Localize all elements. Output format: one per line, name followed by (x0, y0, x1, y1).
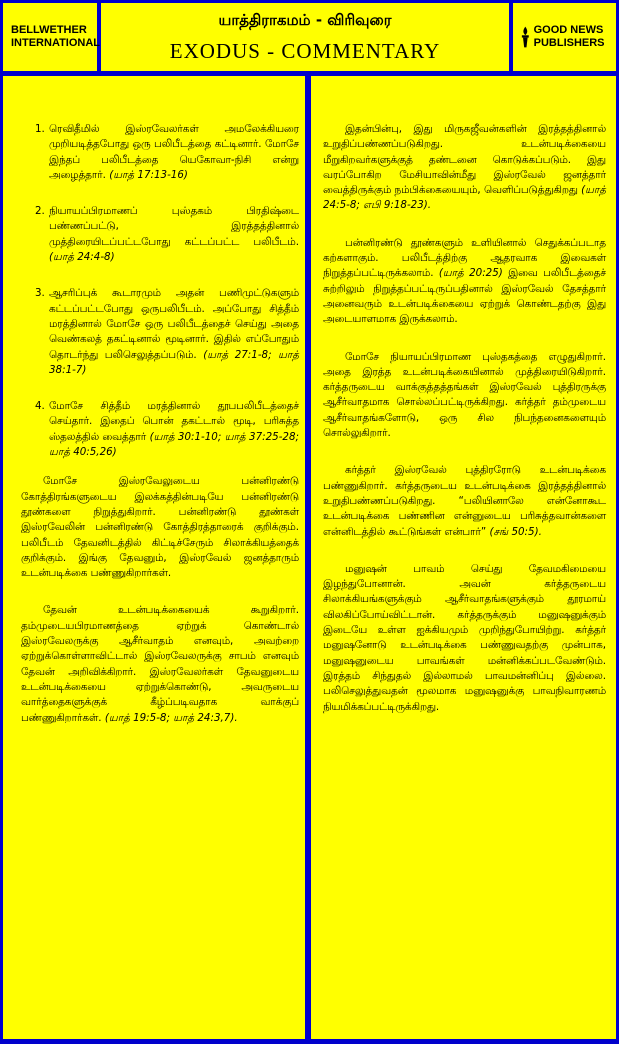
list-item: 3. ஆசரிப்புக் கூடாரமும் அதன் பணிமுட்டுகளும் கட்டப்பட்டபோது ஒருபலிபீடம். அப்போது சித்தீம் மரத்தினால் மோசே ஒரு பலிபீடத்தைச் செய்து அதை வெண்கலத் தகட்டினால் மூடினார். இதில் எப்போதும் தொடர்ந்து பலிசெலுத்தப்படும். (யாத் 27:1-8; யாத் 38:1-7) (35, 287, 299, 376)
list-item: 1. ரெவிதீமில் இஸ்ரவேலர்கள் அமலேக்கியரை முறியடித்தபோது ஒரு பலிபீடத்தை கட்டினார். மோசே இந்தப் பலிபீடத்தை யெகோவா-நிசி என்று அழைத்தார். (யாத் 17:13-16) (35, 123, 299, 181)
left-column (3, 76, 305, 1039)
page-title-english: EXODUS - COMMENTARY (169, 39, 441, 63)
bellwether-logo-text: BELLWETHER INTERNATIONAL (11, 24, 101, 49)
right-column (311, 76, 616, 1039)
paragraph: இதன்பின்பு, இது மிருகஜீவன்களின் இரத்தத்தினால் உறுதிப்பண்ணப்படுகிறது. உடன்படிக்கையை மீறுகிறவர்களுக்குத் தண்டனை கொடுக்கப்படும். இது வரப்போகிற மேசியாவின்மீது இஸ்ரவேல் ஜனத்தார் வைத்திருக்கும் நம்பிக்கையையும், வெளிப்படுத்துகிறது (யாத் 24:5-8; எபி 9:18-23). (323, 123, 606, 212)
paragraph: மோசே நியாயப்பிரமாண புஸ்தகத்தை எழுதுகிறார். அதை இரத்த உடன்படிக்கையினால் முத்திரையிடுகிறார். கர்த்தருடைய வாக்குத்தத்தங்கள் இஸ்ரவேல் புத்திரருக்கு ஆசீர்வாதமாக சொல்லப்பட்டிருக்கிறது. கர்த்தர் தம்முடைய ஆசீர்வாதங்களோடு, ஒரு சில நிபந்தனைகளையும் சொல்லுகிறார். (323, 350, 606, 440)
paragraph: மோசே இஸ்ரவேலுடைய பன்னிரண்டு கோத்திரங்களுடைய இலக்கத்தின்படியே பன்னிரண்டு தூண்களை நிறுத்துகிறார். பன்னிரண்டு தூண்கள் இஸ்ரவேலின் பன்னிரண்டு கோத்திரத்தாரைக் குறிக்கும். பலிபீடம் தேவனிடத்தில் கிட்டிச்சேரும் சிலாக்கியத்தைக் குறிக்கும். இங்கு தேவனும், இஸ்ரவேல் ஜனத்தாரும் உடன்படிக்கை பண்ணுகிறார்கள். (21, 475, 299, 580)
title-box (101, 3, 509, 71)
page-title-tamil: யாத்திராகமம் - விரிவுரை (218, 11, 392, 29)
good-news-logo (513, 3, 616, 71)
paragraph: தேவன் உடன்படிக்கையைக் கூறுகிறார். தம்முடையபிரமாணத்தை ஏற்றுக் கொண்டால் இஸ்ரவேலருக்கு ஆசீர்வாதம் எனவும், அவற்றை ஏற்றுக்கொள்ளாவிட்டால் இஸ்ரவேலருக்கு சாபம் எனவும் தேவன் அறிவிக்கிறார். இஸ்ரவேலர்கள் தேவனுடைய உடன்படிக்கையை ஏற்றுக்கொண்டு, அவருடைய வார்த்தைகளுக்குக் கீழ்ப்படிவதாக வாக்குப் பண்ணுகிறார்கள். (யாத் 19:5-8; யாத் 24:3,7). (21, 604, 299, 724)
bellwether-logo (3, 3, 101, 71)
paragraph: பன்னிரண்டு தூண்களும் உளியினால் செதுக்கப்படாத கற்களாகும். பலிபீடத்திற்கு ஆதரவாக இவைகள் நிறுத்தப்பட்டிருக்கலாம். (யாத் 20:25) இவை பலிபீடத்தைச் சுற்றிலும் நிறுத்தப்பட்டிருப்பதினால் இஸ்ரவேல் தேசத்தார் அனைவரும் உடன்படிக்கையை ஏற்றுக் கொண்டதற்கு இது அடையாளமாக இருக்கலாம். (323, 236, 606, 326)
list-item: 4. மோசே சித்தீம் மரத்தினால் தூபபலிபீடத்தைச் செய்தார். இதைப் பொன் தகட்டால் மூடி, பரிசுத்த ஸ்தலத்தில் வைத்தார் (யாத் 30:1-10; யாத் 37:25-28; யாத் 40:5,26) (35, 400, 299, 459)
paragraph: மனுஷன் பாவம் செய்து தேவமகிமையை இழந்துபோனான். அவன் கர்த்தருடைய சிலாக்கியங்களுக்கும் ஆசீர்வாதங்களுக்கும் தூரமாய் விலகிப்போய்விட்டான். கர்த்தருக்கும் மனுஷனுக்கும் இடையே உள்ள ஐக்கியமும் முறிந்துபோயிற்று. கர்த்தர் மனுஷனோடு உடன்படிக்கை பண்ணுவதற்கு முன்பாக, மனுஷனுடைய பாவங்கள் மன்னிக்கப்படவேண்டும். இரத்தம் சிந்துதல் இல்லாமல் பாவமன்னிப்பு இல்லை. பலிசெலுத்துவதன் மூலமாக மனுஷனுக்கு பாவநிவாரணம் நியமிக்கப்பட்டிருக்கிறது. (323, 562, 606, 713)
list-item: 2. நியாயப்பிரமாணப் புஸ்தகம் பிரதிஷ்டை பண்ணப்பட்டு, இரத்தத்தினால் முத்திரையிடப்பட்டபோது கட்டப்பட்ட பலிபீடம். (யாத் 24:4-8) (35, 205, 299, 264)
torch-icon (519, 17, 532, 57)
paragraph: கர்த்தர் இஸ்ரவேல் புத்திரரோடு உடன்படிக்கை பண்ணுகிறார். கர்த்தருடைய உடன்படிக்கை இரத்தத்தினால் உறுதிபண்ணப்படுகிறது. “பலியினாலே என்னோகூட உடன்படிக்கை பண்ணின என்னுடைய பரிசுத்தவான்களை என்னிடத்தில் கூட்டுங்கள் என்பார்” (சங் 50:5). (323, 464, 606, 538)
good-news-logo-text: GOOD NEWS PUBLISHERS (533, 24, 605, 49)
